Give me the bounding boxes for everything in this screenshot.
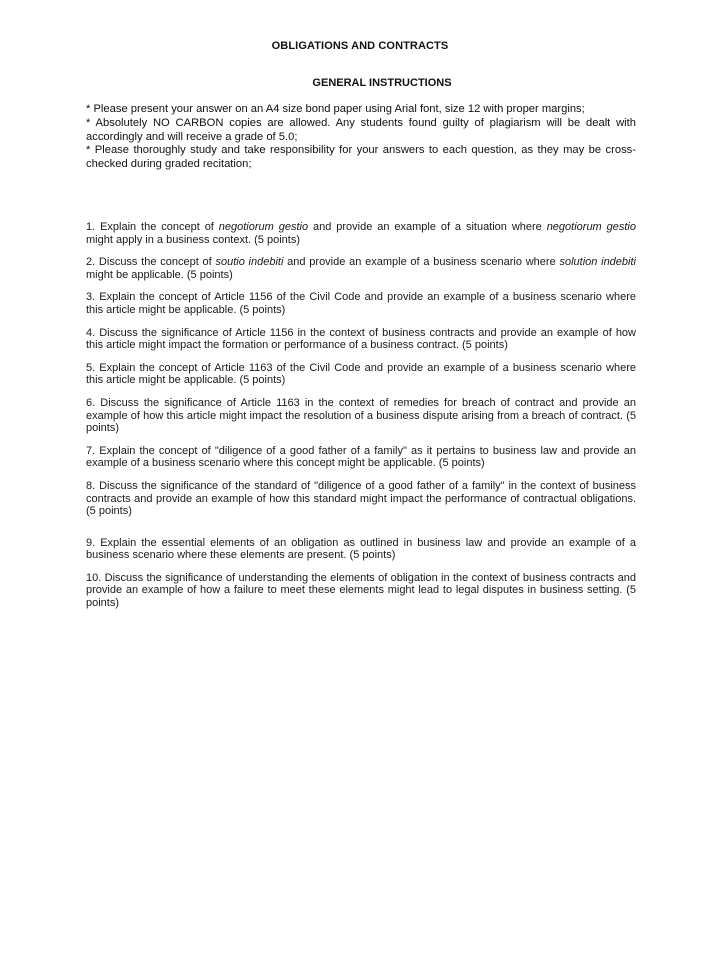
question-text: might be applicable. (5 points) (86, 268, 233, 281)
instruction-item: * Absolutely NO CARBON copies are allowed. Any students found guilty of plagiarism will be dealt with accordingly and will receive a grade of 5.0; (86, 116, 636, 143)
question-item-2 (86, 256, 636, 281)
question-item-6: 6. Discuss the significance of Article 1163 in the context of remedies for breach of contract and provide an example of how this article might impact the resolution of a business dispute arising from a breach of contract. (5 points) (86, 396, 636, 435)
instructions-heading: GENERAL INSTRUCTIONS (312, 77, 452, 89)
question-item-7: 7. Explain the concept of "diligence of a good father of a family" as it pertains to business law and provide an example of a business scenario where this concept might be applicable. (5 points) (86, 444, 636, 470)
question-item-4: 4. Discuss the significance of Article 1156 in the context of business contracts and provide an example of how this article might impact the formation or performance of a business contract. (5 points) (86, 326, 636, 352)
latin-term: negotiorum gestio (546, 221, 636, 233)
question-item-3: 3. Explain the concept of Article 1156 of the Civil Code and provide an example of a business scenario where this article might be applicable. (5 points) (86, 291, 636, 316)
latin-term: solution indebiti (559, 256, 636, 269)
question-item-1 (86, 221, 636, 246)
question-text: and provide an example of a situation where (308, 221, 547, 233)
question-text: 2. Discuss the concept of (86, 256, 216, 269)
question-item-10: 10. Discuss the significance of understanding the elements of obligation in the context of business contracts and provide an example of how a failure to meet these elements might lead to legal disputes in business setting. (5 points) (86, 571, 636, 610)
question-item-5: 5. Explain the concept of Article 1163 of the Civil Code and provide an example of a business scenario where this article might be applicable. (5 points) (86, 361, 636, 387)
question-text: might apply in a business context. (5 points) (86, 233, 301, 246)
question-list (86, 221, 636, 620)
instruction-item: * Please present your answer on an A4 size bond paper using Arial font, size 12 with proper margins; (86, 103, 585, 115)
question-text: 1. Explain the concept of (86, 221, 219, 233)
question-text: and provide an example of a business scenario where (283, 256, 560, 269)
latin-term: soutio indebiti (215, 256, 284, 269)
document-title: OBLIGATIONS AND CONTRACTS (271, 40, 449, 52)
instruction-item: * Please thoroughly study and take responsibility for your answers to each question, as they may be cross-checked during graded recitation; (86, 144, 636, 171)
question-item-8: 8. Discuss the significance of the standard of "diligence of a good father of a family" in the context of business contracts and provide an example of how this standard might impact the performance of contractual obligations. (5 points) (86, 479, 636, 518)
general-instructions (86, 103, 636, 172)
question-item-9: 9. Explain the essential elements of an obligation as outlined in business law and provide an example of a business scenario where these elements are present. (5 points) (86, 536, 636, 562)
latin-term: negotiorum gestio (218, 221, 309, 233)
